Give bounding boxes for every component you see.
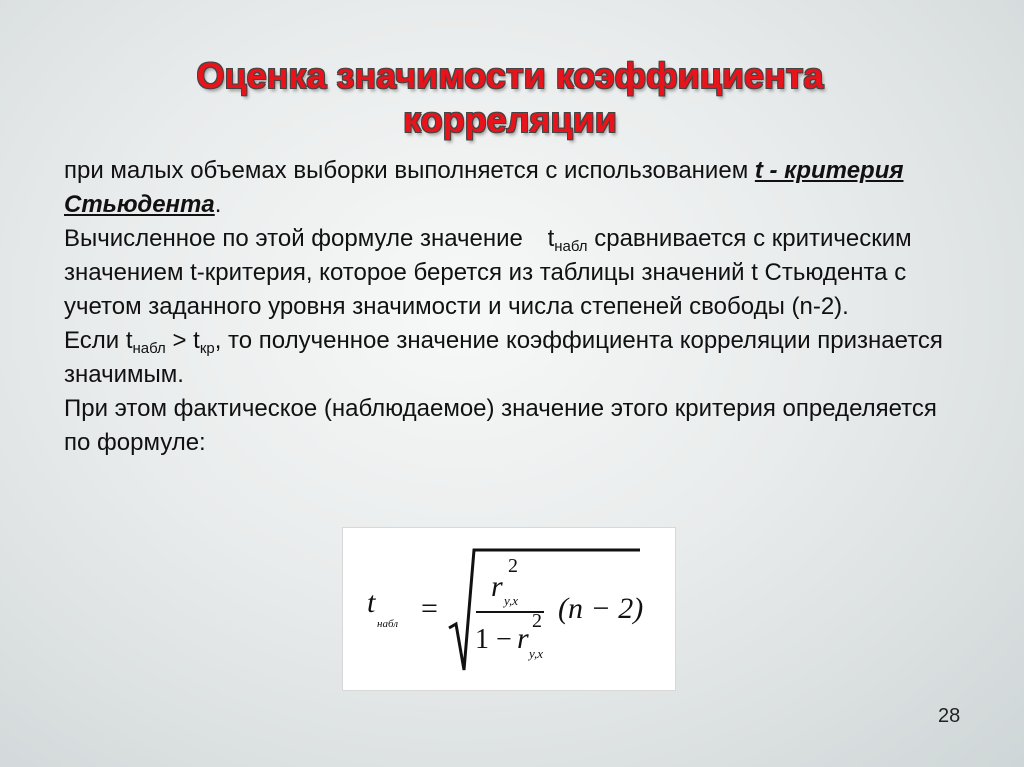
denominator-subscript: y,x: [529, 646, 544, 661]
denominator-r: r: [517, 622, 529, 655]
denominator-one-minus: 1 −: [475, 624, 512, 655]
numerator-exponent: 2: [508, 555, 518, 577]
t-symbol: t: [547, 225, 555, 252]
page-number: 28: [938, 705, 961, 727]
t-obs-subscript: набл: [132, 340, 166, 357]
formula-t: t: [367, 586, 376, 619]
paragraph-3: [64, 324, 964, 392]
degrees-of-freedom-factor: (n − 2): [558, 592, 644, 625]
formula-box: [343, 528, 675, 690]
slide-body: [64, 154, 964, 460]
paragraph-4: При этом фактическое (наблюдаемое) значение этого критерия определяется по формуле:: [64, 395, 937, 456]
paragraph-2: [64, 222, 964, 324]
denominator-exponent: 2: [532, 610, 542, 632]
paragraph-1-end: .: [214, 191, 222, 218]
numerator-r: r: [491, 570, 503, 603]
paragraph-2-text: Вычисленное по этой формуле значение: [64, 225, 530, 252]
title-line-2: корреляции: [403, 99, 617, 140]
paragraph-1: [64, 154, 964, 222]
formula-t-subscript: набл: [377, 618, 399, 630]
title-line-1: Оценка значимости коэффициента: [196, 55, 824, 96]
paragraph-1-text: при малых объемах выборки выполняется с использованием: [64, 157, 755, 184]
paragraph-2-rest: сравнивается с критическим значением t-критерия, которое берется из таблицы значений t Стьюдента с учетом заданного уровня значимости и числа степеней свободы (n-2).: [64, 225, 912, 320]
slide-title: [60, 54, 960, 142]
numerator-subscript: y,x: [504, 593, 519, 608]
t-crit-subscript: кр: [199, 340, 215, 357]
paragraph-3-rest: , то полученное значение коэффициента корреляции признается значимым.: [64, 327, 943, 388]
comparison-text: > t: [165, 327, 200, 354]
t-subscript: набл: [554, 238, 588, 255]
formula-equals: =: [421, 592, 438, 625]
formula-image: [343, 528, 675, 690]
paragraph-3-text: Если t: [64, 327, 133, 354]
student-criterion-term: t - критерия Стьюдента: [64, 157, 904, 218]
